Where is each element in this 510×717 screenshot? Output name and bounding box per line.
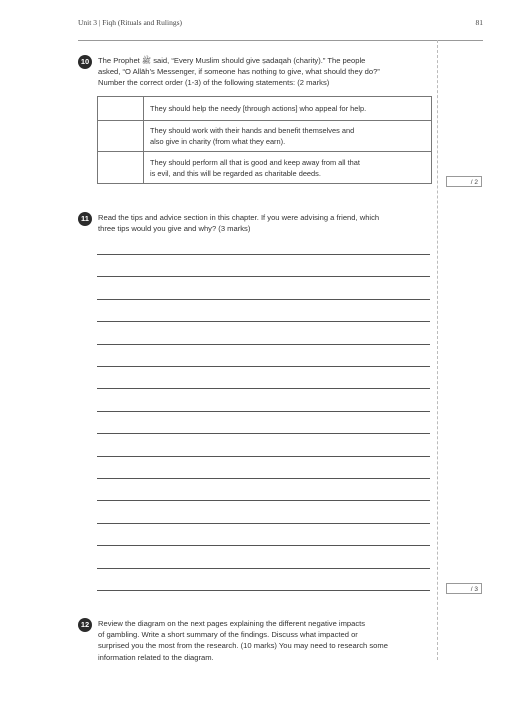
question-12-line-4: information related to the diagram. [98,652,214,662]
answer-line[interactable] [97,344,430,345]
page-number: 81 [475,18,483,27]
answer-line[interactable] [97,478,430,479]
order-row [98,152,432,184]
answer-line[interactable] [97,388,430,389]
answer-line[interactable] [97,568,430,569]
order-row [98,121,432,152]
question-11-mark-box[interactable]: / 3 [446,583,482,594]
order-number-box[interactable] [98,152,144,184]
order-table [97,96,432,184]
page-header [78,18,483,32]
question-11-text [98,212,438,234]
question-10-line-3: Number the correct order (1-3) of the following statements: (2 marks) [98,78,330,88]
question-10-mark-box[interactable]: / 2 [446,176,482,187]
question-12-number: 12 [78,618,92,632]
question-10-line-1: The Prophet ﷺ said, “Every Muslim should give ṣadaqah (charity).” The people [98,56,366,65]
question-11-line-1: Read the tips and advice section in this chapter. If you were advising a friend, which [98,213,380,222]
statement-3 [144,152,432,184]
answer-line[interactable] [97,456,430,457]
statement-3-line-1: They should perform all that is good and keep away from all that [150,157,360,167]
question-12-line-3: surprised you the most from the research. (10 marks) You may need to research some [98,641,388,651]
statement-2-line-2: also give in charity (from what they earn). [150,137,286,146]
answer-line[interactable] [97,545,430,546]
statement-1 [144,97,432,121]
question-12-line-2: of gambling. Write a short summary of the findings. Discuss what impacted or [98,630,358,640]
question-10-text [98,55,438,89]
statement-2-line-1: They should work with their hands and benefit themselves and [150,126,355,135]
answer-line[interactable] [97,500,430,501]
unit-title: Unit 3 | Fiqh (Rituals and Rulings) [78,18,183,27]
statement-3-line-2: is evil, and this will be regarded as charitable deeds. [150,168,321,178]
margin-divider [437,40,438,660]
question-11-number: 11 [78,212,92,226]
answer-line[interactable] [97,299,430,300]
answer-line[interactable] [97,523,430,524]
order-number-box[interactable] [98,97,144,121]
answer-line[interactable] [97,433,430,434]
question-10-line-2: asked, “O Allāh’s Messenger, if someone has nothing to give, what should they do?” [98,67,380,77]
order-number-box[interactable] [98,121,144,152]
order-row [98,97,432,121]
statement-1-line-1: They should help the needy [through actions] who appeal for help. [150,104,367,113]
answer-line[interactable] [97,276,430,277]
question-12-text [98,618,438,663]
question-11-line-2: three tips would you give and why? (3 marks) [98,224,251,234]
question-10-number: 10 [78,55,92,69]
answer-line[interactable] [97,590,430,591]
answer-line[interactable] [97,366,430,367]
question-12-line-1: Review the diagram on the next pages explaining the different negative impacts [98,619,366,628]
answer-line[interactable] [97,411,430,412]
header-rule [78,40,483,41]
statement-2 [144,121,432,152]
answer-line[interactable] [97,321,430,322]
answer-line[interactable] [97,254,430,255]
